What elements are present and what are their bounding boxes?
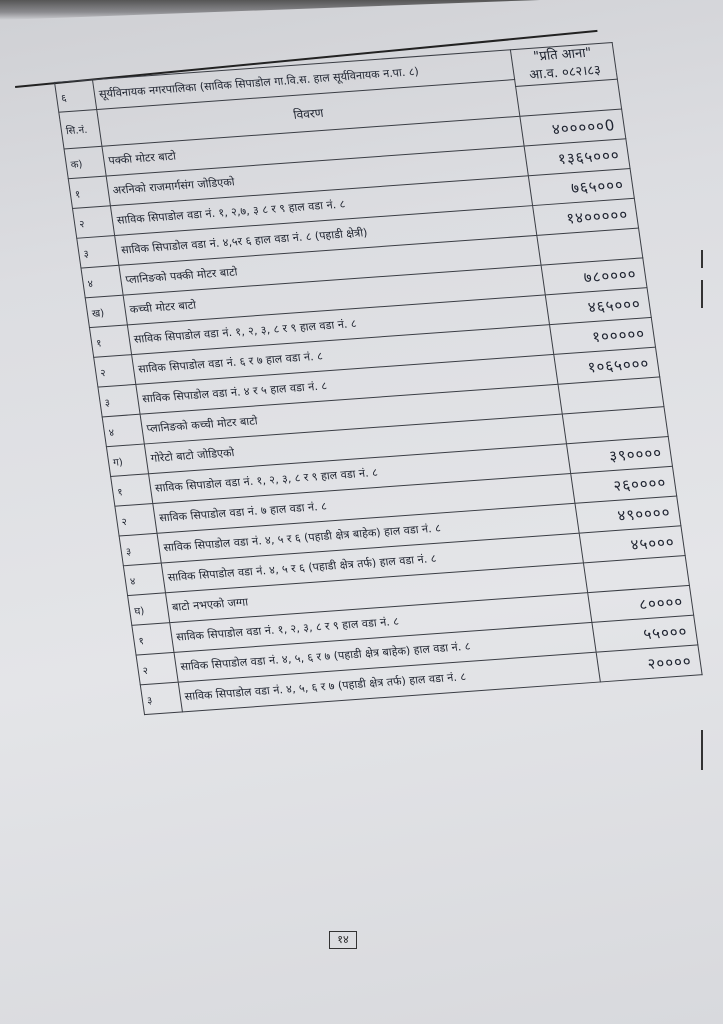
- row-rate-amount: १४०००००: [533, 198, 639, 235]
- fiscal-year-label: आ.व. ०८२।८३: [528, 62, 602, 83]
- row-description: साविक सिपाडोल वडा नं. १, २,७, ३ ८ र ९ हाल वडा नं. ८: [110, 176, 532, 236]
- row-serial: २: [136, 652, 178, 684]
- row-rate-amount: ४६५०००: [545, 288, 651, 325]
- rate-table-sheet: [54, 42, 703, 715]
- row-description: प्लानिङको कच्ची मोटर बाटो: [140, 384, 562, 444]
- municipality-title: सूर्यविनायक नगरपालिका (साविक सिपाडोल गा.वि.स. हाल सूर्यविनायक न.पा. ८): [92, 50, 514, 110]
- row-serial: १: [89, 325, 131, 357]
- row-rate-amount: १०००००: [550, 317, 656, 354]
- row-serial: १: [111, 474, 153, 506]
- row-description: साविक सिपाडोल वडा नं. ७ हाल वडा नं. ८: [153, 474, 575, 534]
- row-rate-amount: २६००००: [571, 466, 677, 503]
- row-serial: ३: [98, 384, 140, 416]
- land-rate-table: [54, 42, 703, 715]
- row-rate-amount: ४९००००: [575, 496, 681, 533]
- row-serial: ग): [106, 444, 148, 476]
- row-description: साविक सिपाडोल वडा नं. ४,५र ६ हाल वडा नं. ८ (पहाडी क्षेत्री): [115, 206, 537, 266]
- row-rate-amount: १३६५०००: [524, 139, 630, 176]
- row-description: साविक सिपाडोल वडा नं. ४, ५ र ६ (पहाडी क्षेत्र तर्फ) हाल वडा नं. ८: [161, 533, 583, 593]
- row-description: गोरेटो बाटो जोडिएको: [144, 414, 566, 474]
- header-row-number: ६: [55, 80, 97, 112]
- row-rate-amount: ३९००००: [566, 436, 672, 473]
- row-serial: ख): [85, 295, 127, 327]
- page-shadow: [0, 0, 723, 20]
- row-description: पक्की मोटर बाटो: [102, 116, 524, 176]
- row-serial: ४: [81, 265, 123, 297]
- row-serial: २: [73, 206, 115, 238]
- row-serial: क): [64, 146, 106, 178]
- row-rate-amount: ४५०००: [579, 526, 685, 563]
- margin-marks: [691, 240, 705, 840]
- row-description: साविक सिपाडोल वडा नं. ४, ५, ६ र ७ (पहाडी क्षेत्र तर्फ) हाल वडा नं. ८: [178, 652, 600, 712]
- row-description: साविक सिपाडोल वडा नं. १, २, ३, ८ र ९ हाल वडा नं. ८: [170, 593, 592, 653]
- row-description: प्लानिङको पक्की मोटर बाटो: [119, 235, 541, 295]
- row-serial: ३: [140, 682, 182, 714]
- row-description: साविक सिपाडोल वडा नं. १, २, ३, ८ र ९ हाल वडा नं. ८: [127, 295, 549, 355]
- row-description: साविक सिपाडोल वडा नं. ४ र ५ हाल वडा नं. ८: [136, 354, 558, 414]
- row-rate-amount: २००००: [596, 645, 702, 682]
- row-serial: २: [115, 504, 157, 536]
- sn-header: सि.नं.: [59, 110, 102, 149]
- row-description: साविक सिपाडोल वडा नं. ६ र ७ हाल वडा नं. ८: [132, 325, 554, 385]
- row-serial: २: [94, 355, 136, 387]
- row-description: साविक सिपाडोल वडा नं. १, २, ३, ८ र ९ हाल वडा नं. ८: [149, 444, 571, 504]
- row-rate-amount: ७८००००: [541, 258, 647, 295]
- row-description: कच्ची मोटर बाटो: [123, 265, 545, 325]
- page-number: १४: [329, 931, 357, 949]
- row-description: अरनिको राजमार्गसंग जोडिएको: [106, 146, 528, 206]
- row-serial: ३: [119, 533, 161, 565]
- row-rate-amount: ४०००००0: [520, 109, 626, 146]
- row-description: साविक सिपाडोल वडा नं. ४, ५, ६ र ७ (पहाडी क्षेत्र बाहेक) हाल वडा नं. ८: [174, 622, 596, 682]
- row-serial: घ): [128, 593, 170, 625]
- description-header: विवरण: [97, 80, 520, 147]
- row-serial: ४: [102, 414, 144, 446]
- row-description: साविक सिपाडोल वडा नं. ४, ५ र ६ (पहाडी क्षेत्र बाहेक) हाल वडा नं. ८: [157, 503, 579, 563]
- row-serial: १: [132, 623, 174, 655]
- row-rate-amount: ५५०००: [592, 615, 698, 652]
- row-rate-amount: ८००००: [588, 585, 694, 622]
- rate-unit-label: "प्रति आना": [532, 45, 593, 65]
- row-serial: ४: [123, 563, 165, 595]
- row-serial: ३: [77, 236, 119, 268]
- row-rate-amount: १०६५०००: [554, 347, 660, 384]
- row-serial: १: [68, 176, 110, 208]
- row-rate-amount: ७६५०००: [528, 169, 634, 206]
- row-description: बाटो नभएको जग्गा: [165, 563, 587, 623]
